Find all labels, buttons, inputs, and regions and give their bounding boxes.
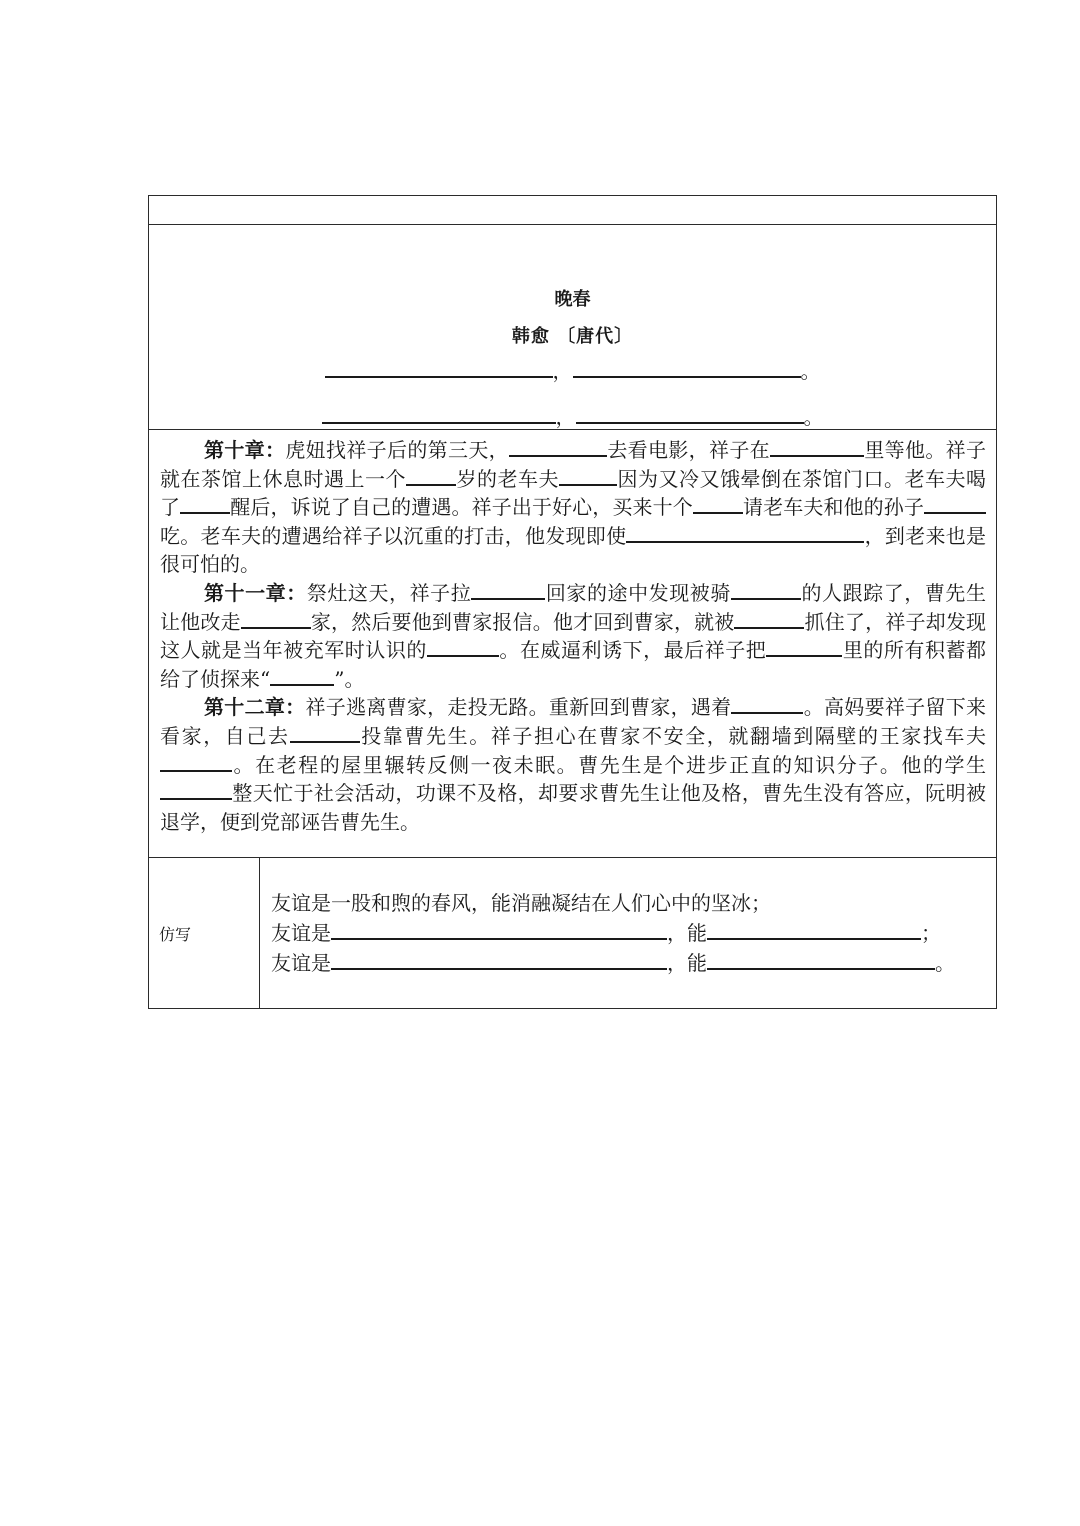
fill-blank[interactable]: [290, 723, 360, 743]
poem-author: 韩愈 〔唐代〕: [511, 326, 634, 347]
fill-blank[interactable]: [770, 437, 864, 457]
poem-line-1: ， 。: [149, 355, 996, 384]
imitation-blank[interactable]: [331, 920, 667, 940]
imitation-blank[interactable]: [707, 950, 935, 970]
imitation-example: 友谊是一股和煦的春风，能消融凝结在人们心中的坚冰；: [271, 891, 771, 915]
fill-blank[interactable]: [160, 752, 232, 772]
chapter-11-paragraph: 第十一章：祭灶这天，祥子拉 回家的途中发现被骑 的人跟踪了，曹先生让他改走 家，然后要他到曹家报信。他才回到曹家，就被 抓住了，祥子却发现这人就是当年被充军时认识的 。在威逼利诱下，最后祥子把 里的所有积蓄都给了侦探来“ ”。: [160, 580, 987, 691]
fill-blank[interactable]: [731, 580, 801, 600]
fill-blank[interactable]: [626, 523, 864, 543]
poem-section: [149, 225, 996, 430]
poem-blank[interactable]: [573, 358, 801, 378]
fill-blank[interactable]: [406, 466, 456, 486]
fill-blank[interactable]: [693, 494, 743, 514]
imitation-blank[interactable]: [331, 950, 667, 970]
header-row: [149, 196, 996, 225]
fill-blank[interactable]: [734, 609, 804, 629]
fill-blank[interactable]: [766, 637, 842, 657]
imitation-line-1: 友谊是 ，能 ；: [271, 921, 941, 945]
chapter-10-paragraph: 第十章：虎妞找祥子后的第三天， 去看电影，祥子在 里等他。祥子就在茶馆上休息时遇上一个 岁的老车夫 因为又冷又饿晕倒在茶馆门口。老车夫喝了 醒后，诉说了自己的遭遇。祥子出于好心，买来十个 请老车夫和他的孙子吃。老车夫的遭遇给祥子以沉重的打击，他发现即使 ，到老来也是很可怕的。: [160, 438, 987, 577]
fill-blank[interactable]: [471, 580, 545, 600]
fill-blank[interactable]: [270, 666, 334, 686]
poem-blank[interactable]: [576, 404, 804, 424]
imitation-line-2: 友谊是 ，能 。: [271, 951, 955, 975]
fill-blank[interactable]: [180, 494, 230, 514]
poem-blank[interactable]: [325, 358, 553, 378]
poem-blank[interactable]: [322, 404, 556, 424]
poem-line-2: ， 。: [149, 401, 996, 430]
fill-blank[interactable]: [427, 637, 499, 657]
poem-title: 晚春: [554, 289, 591, 310]
fill-blank[interactable]: [559, 466, 617, 486]
fill-blank[interactable]: [509, 437, 607, 457]
chapter-12-paragraph: 第十二章：祥子逃离曹家，走投无路。重新回到曹家，遇着 。高妈要祥子留下来看家，自己去 投靠曹先生。祥子担心在曹家不安全，就翻墙到隔壁的王家找车夫。在老程的屋里辗转反侧一夜未眠。曹先生是个进步正直的知识分子。他的学生整天忙于社会活动，功课不及格，却要求曹先生让他及格，曹先生没有答应，阮明被退学，便到党部诬告曹先生。: [160, 695, 987, 834]
fill-blank[interactable]: [160, 780, 232, 800]
fill-blank[interactable]: [924, 494, 986, 514]
chapter-summary-section: [149, 430, 996, 858]
fill-blank[interactable]: [241, 609, 311, 629]
imitation-label: 仿写: [149, 858, 260, 1008]
fill-blank[interactable]: [731, 694, 803, 714]
imitation-blank[interactable]: [707, 920, 921, 940]
imitation-body: [260, 858, 996, 1008]
worksheet-table: [148, 195, 997, 1009]
imitation-writing-section: [149, 858, 996, 1008]
